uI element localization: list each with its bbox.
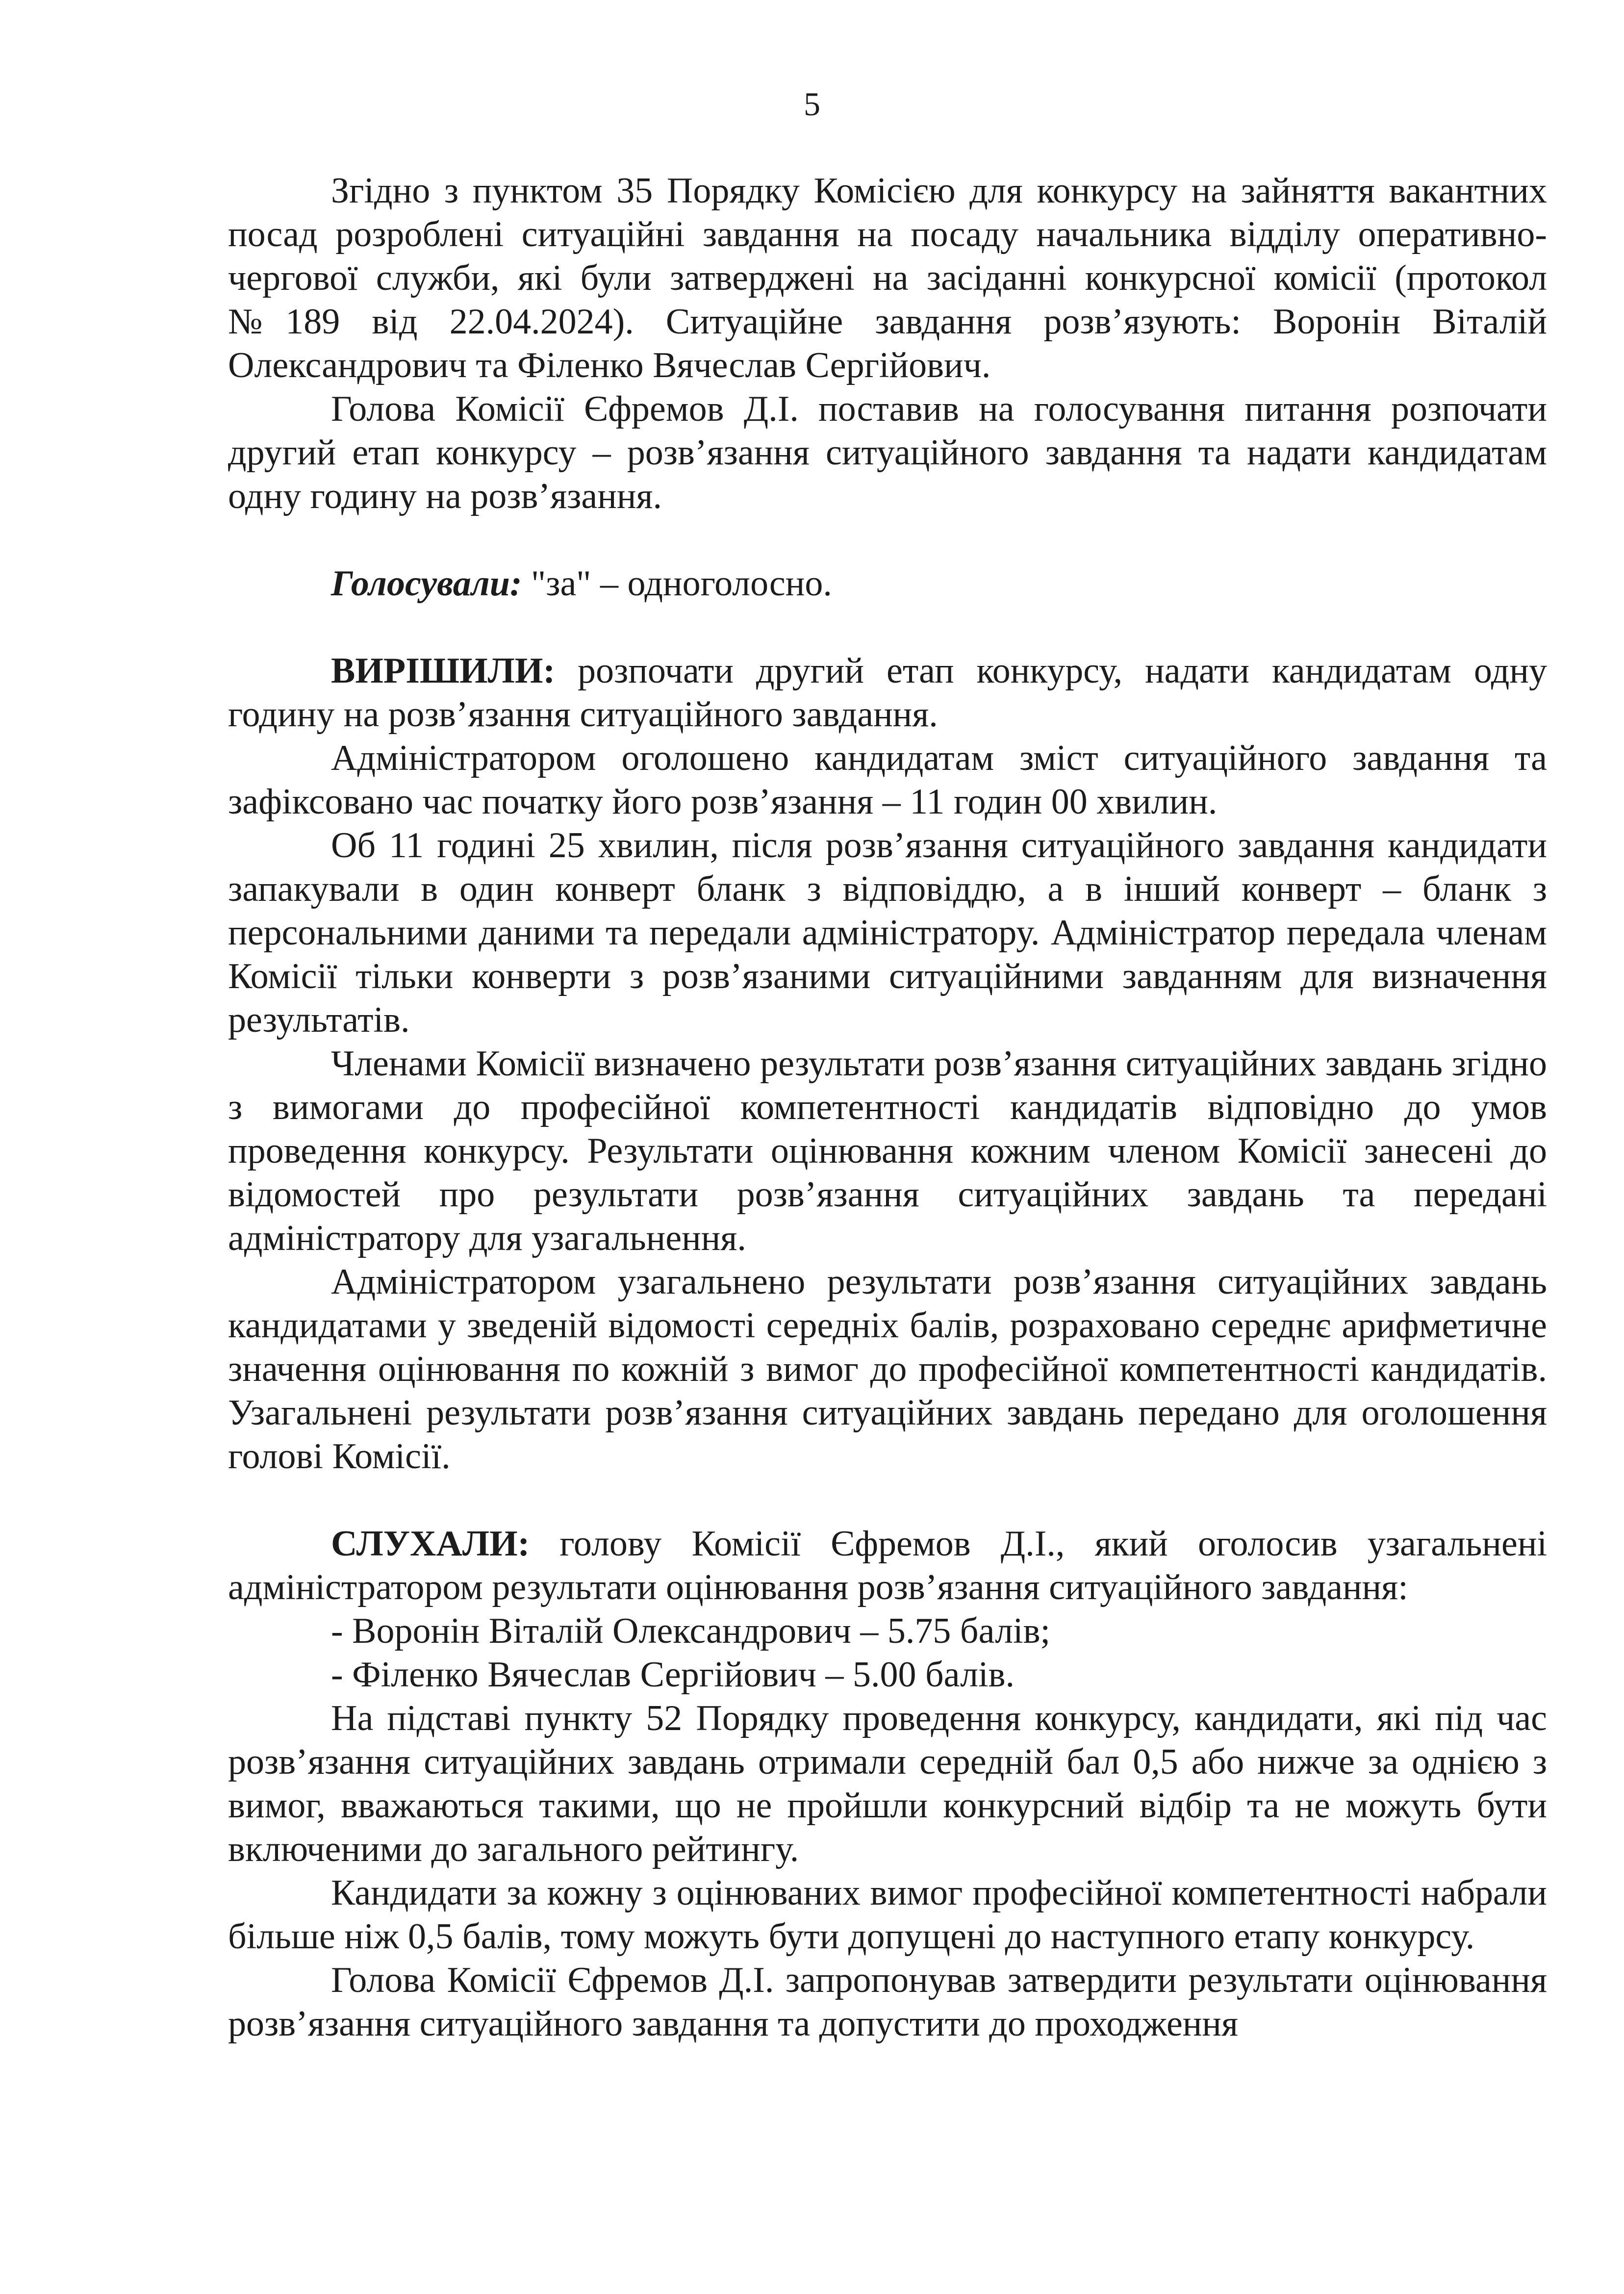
list-item-voronin: - Воронін Віталій Олександрович – 5.75 балів;	[331, 1611, 1051, 1651]
heard-label: СЛУХАЛИ:	[331, 1524, 530, 1564]
paragraph-envelopes: Об 11 годині 25 хвилин, після розв’язання ситуаційного завдання кандидати запакували в один конверт бланк з відповіддю, а в інший конверт – бланк з персональними даними та передали адміністратору. Адміністратор передала членам Комісії тільки конверти з розв’язаними ситуаційними завданням для визначення результатів.	[228, 825, 1547, 1040]
voted-text: "за" – одноголосно.	[522, 563, 832, 604]
paragraph-vote-proposal: Голова Комісії Єфремов Д.І. поставив на голосування питання розпочати другий етап конкурсу – розв’язання ситуаційного завдання та надати кандидатам одну годину на розв’язання.	[228, 389, 1547, 516]
paragraph-admitted: Кандидати за кожну з оцінюваних вимог професійної компетентності набрали більше ніж 0,5 балів, тому можуть бути допущені до наступного етапу конкурсу.	[228, 1873, 1547, 1957]
paragraph-point-52: На підставі пункту 52 Порядку проведення конкурсу, кандидати, які під час розв’язання ситуаційних завдань отримали середній бал 0,5 або нижче за однією з вимог, вважаються такими, що не пройшли конкурсний відбір та не можуть бути включеними до загального рейтингу.	[228, 1698, 1547, 1869]
decided-text: розпочати другий етап конкурсу, надати кандидатам одну годину на розв’язання ситуаційного завдання.	[228, 651, 1547, 735]
paragraph-task-announced: Адміністратором оголошено кандидатам зміст ситуаційного завдання та зафіксовано час початку його розв’язання – 11 годин 00 хвилин.	[228, 738, 1547, 822]
document-body	[228, 169, 1547, 2046]
paragraph-results-determined: Членами Комісії визначено результати розв’язання ситуаційних завдань згідно з вимогами до професійної компетентності кандидатів відповідно до умов проведення конкурсу. Результати оцінювання кожним членом Комісії занесені до відомостей про результати розв’язання ситуаційних завдань та передані адміністратору для узагальнення.	[228, 1044, 1547, 1258]
list-item-filenko: - Філенко Вячеслав Сергійович – 5.00 балів.	[331, 1655, 1015, 1695]
paragraph-voted	[228, 562, 1547, 606]
heard-text: голову Комісії Єфремов Д.І., який оголосив узагальнені адміністратором результати оцінювання розв’язання ситуаційного завдання:	[228, 1524, 1547, 1607]
paragraph-heard	[228, 1522, 1547, 1609]
voted-label: Голосували:	[331, 563, 522, 604]
page-number: 5	[804, 85, 820, 123]
paragraph-results-summarized: Адміністратором узагальнено результати розв’язання ситуаційних завдань кандидатами у зведеній відомості середніх балів, розраховано середнє арифметичне значення оцінювання по кожній з вимог до професійної компетентності кандидатів. Узагальнені результати розв’язання ситуаційних завдань передано для оголошення голові Комісії.	[228, 1262, 1547, 1477]
paragraph-decided	[228, 649, 1547, 737]
decided-label: ВИРІШИЛИ:	[331, 651, 556, 691]
paragraph-situational-tasks: Згідно з пунктом 35 Порядку Комісією для конкурсу на зайняття вакантних посад розроблені ситуаційні завдання на посаду начальника відділу оперативно-чергової служби, які були затверджені на засіданні конкурсної комісії (протокол №189 від 22.04.2024). Ситуаційне завдання розв’язують: Воронін Віталій Олександрович та Філенко Вячеслав Сергійович.	[228, 171, 1547, 385]
paragraph-chair-proposal: Голова Комісії Єфремов Д.І. запропонував затвердити результати оцінювання розв’язання ситуаційного завдання та допустити до проходження	[228, 1960, 1547, 2044]
